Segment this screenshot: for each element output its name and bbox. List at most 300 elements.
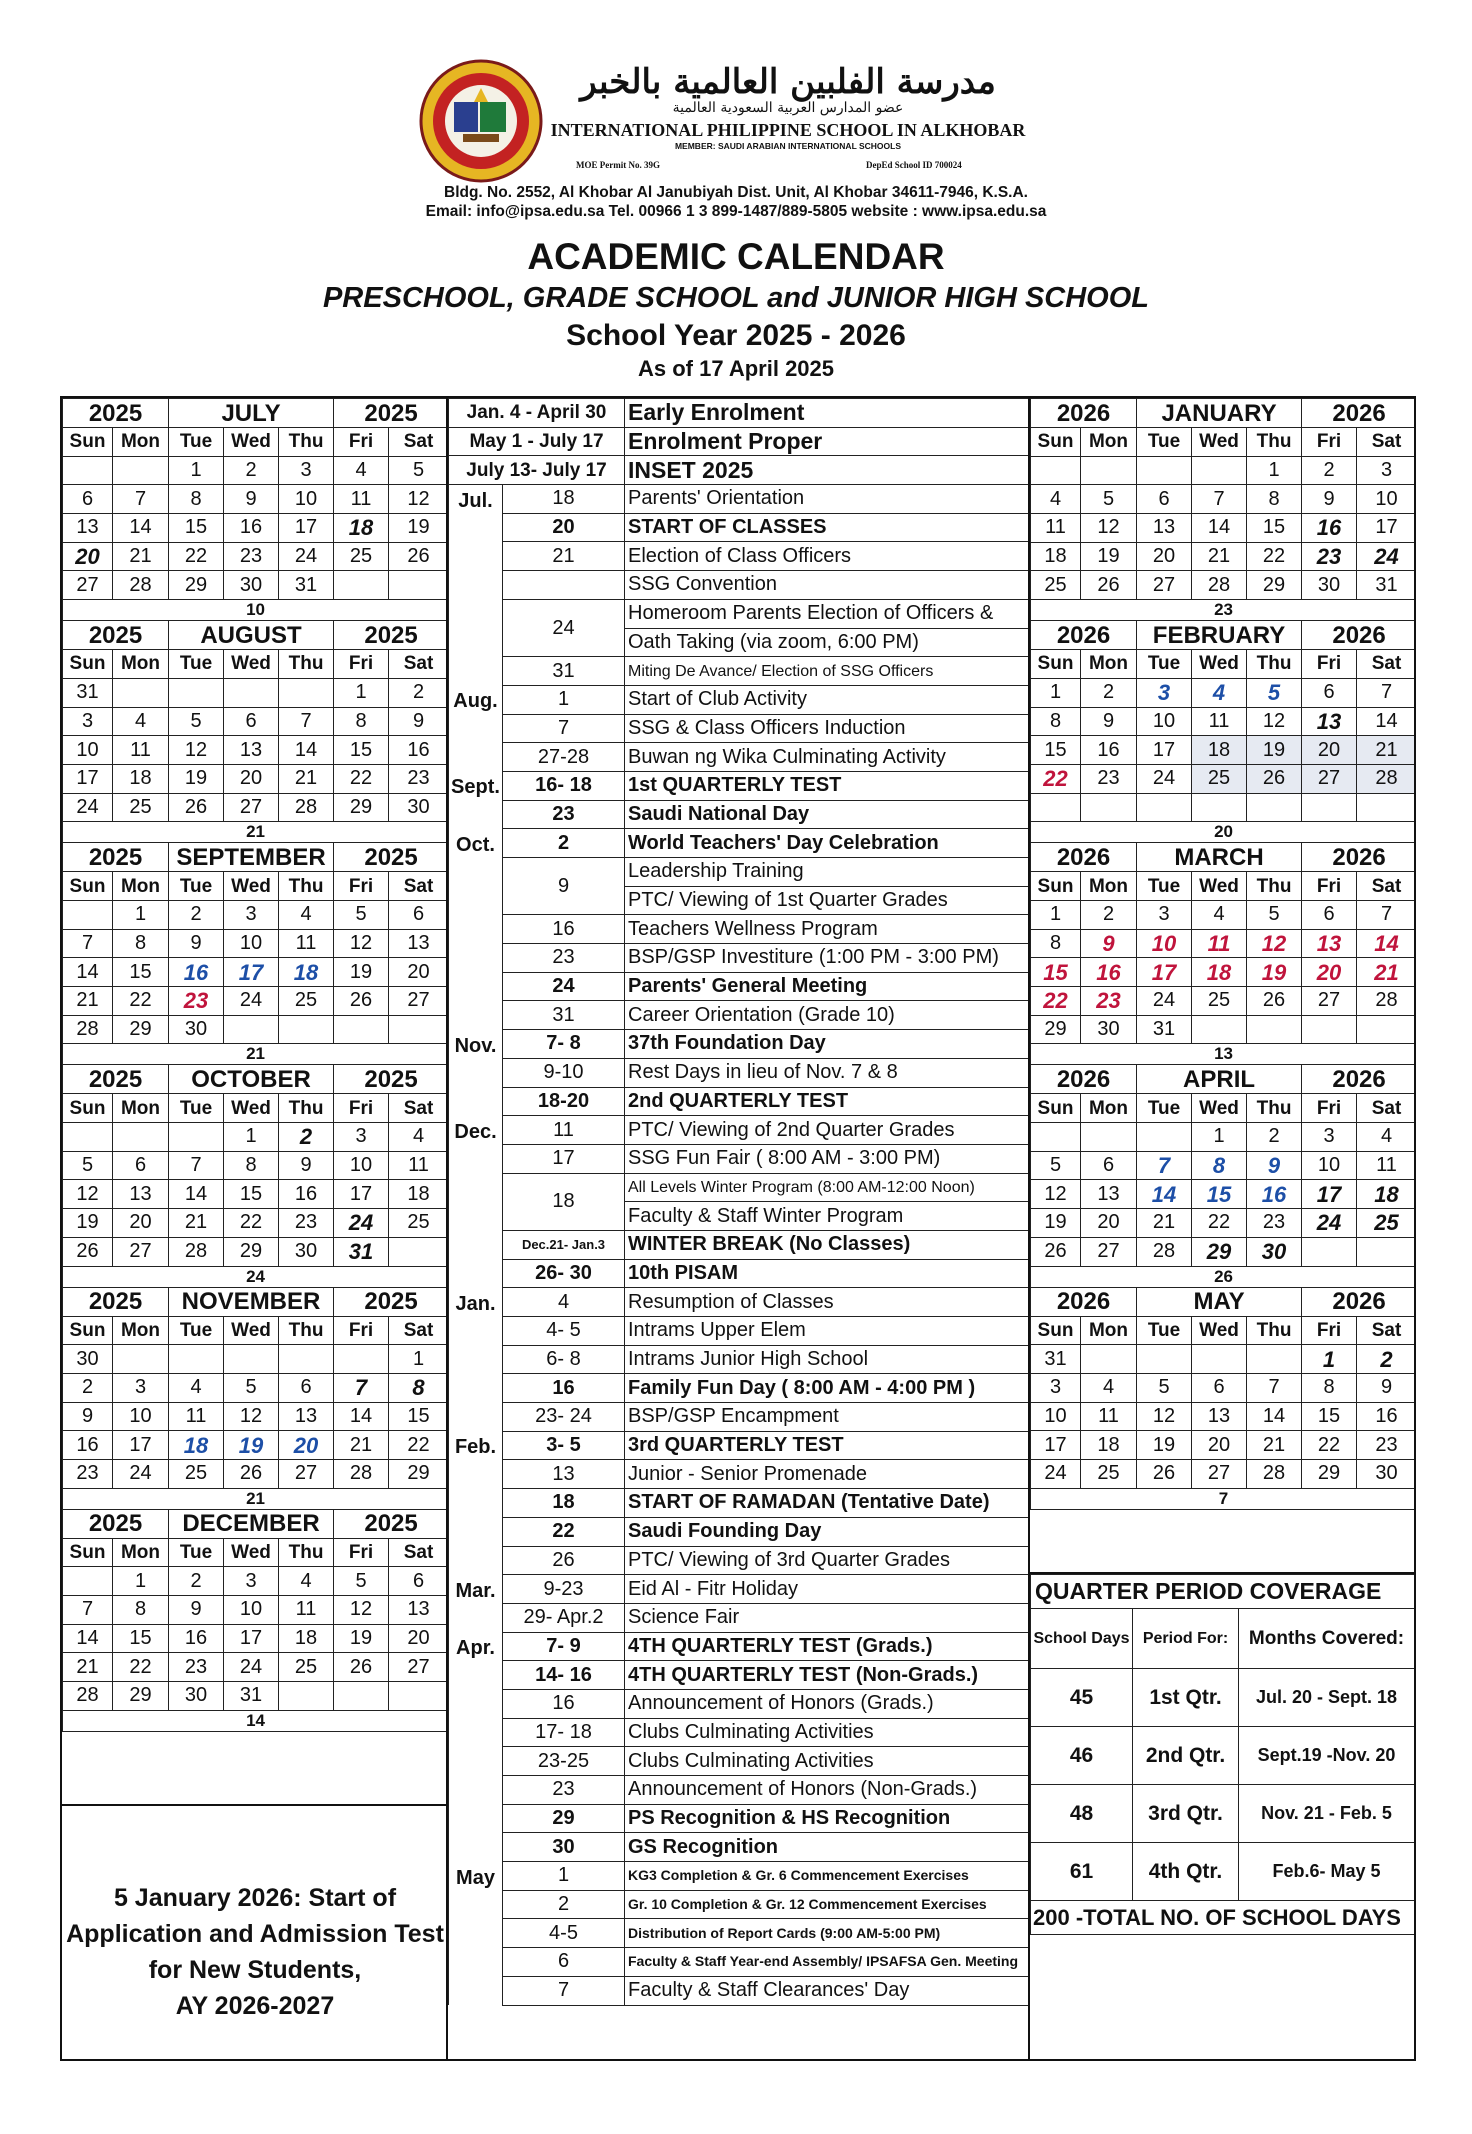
day-cell: 28: [63, 1015, 113, 1044]
day-cell: 7: [1137, 1151, 1192, 1180]
day-cell: [224, 1015, 279, 1044]
month-total: 23: [1031, 600, 1417, 621]
day-cell: 14: [1247, 1402, 1302, 1431]
event-name: Leadership Training: [625, 858, 1029, 887]
day-cell: [1081, 1345, 1137, 1374]
event-month: Jul.: [449, 485, 503, 686]
event-date: 6- 8: [503, 1345, 625, 1374]
event-date: 26: [503, 1546, 625, 1575]
weekday-label: Tue: [1137, 1094, 1192, 1123]
day-cell: 21: [63, 1653, 113, 1682]
week-row: [63, 1123, 449, 1152]
day-cell: 20: [389, 958, 448, 987]
weekday-label: Sun: [63, 872, 113, 901]
day-cell: 29: [169, 571, 224, 600]
day-cell: 29: [113, 1015, 169, 1044]
month-year: 2025: [334, 1287, 448, 1316]
event-row: [449, 1833, 1029, 1862]
day-cell: [334, 1345, 389, 1374]
weekday-label: Sun: [1031, 872, 1081, 901]
weekday-row: [63, 1316, 449, 1345]
event-name: BSP/GSP Encampment: [625, 1403, 1029, 1432]
month-header-october: [63, 1065, 449, 1094]
school-days-total: [63, 1044, 449, 1065]
event-date: 17- 18: [503, 1718, 625, 1747]
day-cell: [1192, 793, 1247, 822]
day-cell: 19: [1137, 1431, 1192, 1460]
col-period: Period For:: [1133, 1609, 1239, 1669]
day-cell: [63, 900, 113, 929]
month-year: 2026: [1302, 621, 1416, 650]
day-cell: 10: [63, 736, 113, 765]
event-row: [449, 1087, 1029, 1116]
day-cell: 4: [1192, 900, 1247, 929]
day-cell: 19: [63, 1209, 113, 1238]
day-cell: 28: [1247, 1459, 1302, 1488]
day-cell: 24: [1357, 542, 1416, 571]
week-row: [63, 1209, 449, 1238]
event-name: Teachers Wellness Program: [625, 915, 1029, 944]
day-cell: 31: [1137, 1015, 1192, 1044]
event-row: [449, 1230, 1029, 1259]
day-cell: 18: [279, 958, 334, 987]
quarter-heading: QUARTER PERIOD COVERAGE: [1031, 1575, 1415, 1609]
month-header-july: [63, 399, 449, 428]
day-cell: 25: [1192, 987, 1247, 1016]
weekday-label: Wed: [1192, 650, 1247, 679]
weekday-label: Thu: [1247, 872, 1302, 901]
day-cell: 4: [1192, 678, 1247, 707]
day-cell: 16: [1247, 1180, 1302, 1209]
week-row: [63, 764, 449, 793]
day-cell: 28: [334, 1459, 389, 1488]
day-cell: 5: [224, 1373, 279, 1402]
day-cell: 9: [1081, 929, 1137, 958]
day-cell: [169, 1345, 224, 1374]
event-row: [449, 1345, 1029, 1374]
week-row: [63, 1567, 449, 1596]
day-cell: 27: [1302, 764, 1357, 793]
event-row: [449, 1603, 1029, 1632]
day-cell: [224, 678, 279, 707]
left_months-table: [62, 398, 448, 1732]
day-cell: 8: [113, 929, 169, 958]
day-cell: 25: [1081, 1459, 1137, 1488]
weekday-label: Thu: [279, 1094, 334, 1123]
day-cell: 8: [334, 707, 389, 736]
day-cell: 12: [334, 929, 389, 958]
event-row: [449, 1919, 1029, 1948]
day-cell: 14: [334, 1402, 389, 1431]
event-date: 7: [503, 1976, 625, 2005]
week-row: [63, 958, 449, 987]
school-days-total: [1031, 1488, 1417, 1509]
admission-note: [62, 1838, 448, 2064]
month-year: 2026: [1031, 843, 1137, 872]
day-cell: 4: [1081, 1373, 1137, 1402]
event-name: Science Fair: [625, 1603, 1029, 1632]
event-date: 29: [503, 1804, 625, 1833]
day-cell: 30: [1302, 571, 1357, 600]
day-cell: 18: [1031, 542, 1081, 571]
month-year: 2025: [63, 1065, 169, 1094]
day-cell: 26: [63, 1237, 113, 1266]
event-date: 4: [503, 1288, 625, 1317]
day-cell: 22: [1302, 1431, 1357, 1460]
day-cell: [1081, 793, 1137, 822]
day-cell: 7: [113, 485, 169, 514]
school-name-arabic: مدرسة الفلبين العالمية بالخبر: [580, 62, 996, 102]
event-date: July 13- July 17: [449, 456, 625, 485]
week-row: [63, 1431, 449, 1460]
weekday-row: [63, 650, 449, 679]
day-cell: 6: [1081, 1151, 1137, 1180]
weekday-label: Sat: [1357, 1316, 1416, 1345]
day-cell: 9: [1081, 707, 1137, 736]
day-cell: 10: [1031, 1402, 1081, 1431]
day-cell: 21: [113, 542, 169, 571]
event-name: Enrolment Proper: [625, 427, 1029, 456]
day-cell: 20: [1302, 958, 1357, 987]
day-cell: 2: [279, 1123, 334, 1152]
event-date: 13: [503, 1460, 625, 1489]
month-year: 2025: [334, 399, 448, 428]
week-row: [1031, 736, 1417, 765]
event-row: [449, 1575, 1029, 1604]
day-cell: 10: [224, 929, 279, 958]
day-cell: [1247, 1015, 1302, 1044]
event-row: [449, 1632, 1029, 1661]
day-cell: 1: [1192, 1123, 1247, 1152]
day-cell: 16: [169, 958, 224, 987]
day-cell: 17: [1137, 958, 1192, 987]
event-date: 4- 5: [503, 1317, 625, 1346]
day-cell: [63, 1567, 113, 1596]
weekday-label: Fri: [334, 1316, 389, 1345]
event-row: [449, 1718, 1029, 1747]
week-row: [1031, 987, 1417, 1016]
event-name: PTC/ Viewing of 2nd Quarter Grades: [625, 1116, 1029, 1145]
event-row: [449, 1403, 1029, 1432]
day-cell: 26: [224, 1459, 279, 1488]
month-total: 21: [63, 1488, 449, 1509]
day-cell: 27: [1302, 987, 1357, 1016]
event-date: 6: [503, 1948, 625, 1977]
day-cell: [334, 1682, 389, 1711]
day-cell: 16: [279, 1180, 334, 1209]
weekday-label: Sat: [1357, 872, 1416, 901]
day-cell: 27: [1081, 1237, 1137, 1266]
week-row: [63, 1015, 449, 1044]
week-row: [1031, 1459, 1417, 1488]
day-cell: [113, 1345, 169, 1374]
event-date: 16- 18: [503, 771, 625, 800]
day-cell: 23: [1357, 1431, 1416, 1460]
day-cell: 27: [63, 571, 113, 600]
day-cell: 16: [1302, 514, 1357, 543]
day-cell: 16: [169, 1624, 224, 1653]
membership: MEMBER: SAUDI ARABIAN INTERNATIONAL SCHOOLS: [674, 141, 902, 151]
weekday-label: Wed: [1192, 872, 1247, 901]
event-row: [449, 972, 1029, 1001]
weekday-label: Thu: [279, 428, 334, 457]
day-cell: 18: [1081, 1431, 1137, 1460]
week-row: [63, 1373, 449, 1402]
weekday-row: [1031, 872, 1417, 901]
day-cell: [1081, 1123, 1137, 1152]
day-cell: 31: [63, 678, 113, 707]
day-cell: [1081, 456, 1137, 485]
day-cell: 10: [1302, 1151, 1357, 1180]
event-row: [449, 1689, 1029, 1718]
month-total: 21: [63, 822, 449, 843]
day-cell: 3: [1357, 456, 1416, 485]
day-cell: [1137, 1345, 1192, 1374]
day-cell: 8: [113, 1596, 169, 1625]
week-row: [63, 1682, 449, 1711]
day-cell: 28: [1357, 764, 1416, 793]
day-cell: 30: [224, 571, 279, 600]
quarter-period: 3rd Qtr.: [1133, 1785, 1239, 1843]
note-line-4: AY 2026-2027: [175, 1992, 335, 2020]
day-cell: 29: [1247, 571, 1302, 600]
day-cell: [1137, 1123, 1192, 1152]
week-row: [1031, 1373, 1417, 1402]
day-cell: [1247, 793, 1302, 822]
day-cell: 6: [279, 1373, 334, 1402]
member-arabic: عضو المدارس العربية السعودية العالمية: [672, 100, 904, 116]
address: Bldg. No. 2552, Al Khobar Al Janubiyah Dist. Unit, Al Khobar 34611-7946, K.S.A.: [444, 184, 1028, 201]
day-cell: 23: [389, 764, 448, 793]
day-cell: 25: [334, 542, 389, 571]
day-cell: [334, 571, 389, 600]
weekday-label: Fri: [334, 1094, 389, 1123]
day-cell: 6: [63, 485, 113, 514]
day-cell: 4: [389, 1123, 448, 1152]
event-name: START OF CLASSES: [625, 513, 1029, 542]
day-cell: 7: [1192, 485, 1247, 514]
day-cell: 1: [1247, 456, 1302, 485]
day-cell: 3: [1031, 1373, 1081, 1402]
event-name: 3rd QUARTERLY TEST: [625, 1431, 1029, 1460]
week-row: [1031, 900, 1417, 929]
day-cell: [1192, 456, 1247, 485]
month-name: SEPTEMBER: [169, 843, 334, 872]
day-cell: 22: [1031, 987, 1081, 1016]
weekday-label: Thu: [279, 650, 334, 679]
quarter-row: [1031, 1669, 1415, 1727]
month-year: 2025: [334, 1509, 448, 1538]
event-row: [449, 1661, 1029, 1690]
event-date: 3- 5: [503, 1431, 625, 1460]
day-cell: 31: [279, 571, 334, 600]
day-cell: 16: [389, 736, 448, 765]
day-cell: 8: [1247, 485, 1302, 514]
day-cell: 18: [279, 1624, 334, 1653]
weekday-label: Tue: [169, 872, 224, 901]
quarter-row: [1031, 1785, 1415, 1843]
event-date: 11: [503, 1116, 625, 1145]
day-cell: 19: [224, 1431, 279, 1460]
day-cell: 17: [279, 514, 334, 543]
weekday-row: [63, 1538, 449, 1567]
day-cell: 19: [1081, 542, 1137, 571]
month-year: 2026: [1031, 1065, 1137, 1094]
day-cell: 17: [1137, 736, 1192, 765]
day-cell: 30: [1247, 1237, 1302, 1266]
month-header-september: [63, 843, 449, 872]
event-row: [449, 1460, 1029, 1489]
day-cell: 21: [279, 764, 334, 793]
day-cell: 30: [169, 1682, 224, 1711]
day-cell: 17: [334, 1180, 389, 1209]
event-name: Clubs Culminating Activities: [625, 1718, 1029, 1747]
day-cell: 15: [169, 514, 224, 543]
day-cell: 9: [1357, 1373, 1416, 1402]
day-cell: 22: [224, 1209, 279, 1238]
day-cell: 30: [169, 1015, 224, 1044]
day-cell: 31: [334, 1237, 389, 1266]
quarter-months: Feb.6- May 5: [1239, 1843, 1415, 1901]
month-header-february: [1031, 621, 1417, 650]
event-row: [449, 1058, 1029, 1087]
day-cell: 13: [113, 1180, 169, 1209]
day-cell: [63, 456, 113, 485]
day-cell: 10: [113, 1402, 169, 1431]
day-cell: 16: [1357, 1402, 1416, 1431]
day-cell: 21: [1357, 958, 1416, 987]
quarter-period: 4th Qtr.: [1133, 1843, 1239, 1901]
event-row: [449, 800, 1029, 829]
day-cell: 13: [63, 514, 113, 543]
day-cell: 20: [389, 1624, 448, 1653]
quarter-total-row: [1031, 1901, 1415, 1935]
day-cell: 26: [1247, 987, 1302, 1016]
event-row: [449, 1431, 1029, 1460]
day-cell: 13: [389, 1596, 448, 1625]
month-total: 7: [1031, 1488, 1417, 1509]
day-cell: 4: [1031, 485, 1081, 514]
day-cell: 1: [113, 900, 169, 929]
event-name: GS Recognition: [625, 1833, 1029, 1862]
event-name: PTC/ Viewing of 3rd Quarter Grades: [625, 1546, 1029, 1575]
weekday-label: Thu: [1247, 1316, 1302, 1345]
weekday-label: Fri: [334, 428, 389, 457]
day-cell: [169, 1123, 224, 1152]
day-cell: 15: [1031, 958, 1081, 987]
day-cell: 29: [1031, 1015, 1081, 1044]
day-cell: 4: [334, 456, 389, 485]
day-cell: 23: [169, 1653, 224, 1682]
day-cell: 10: [334, 1151, 389, 1180]
day-cell: 8: [224, 1151, 279, 1180]
day-cell: 30: [389, 793, 448, 822]
events-table: [448, 398, 1029, 2006]
day-cell: 17: [1302, 1180, 1357, 1209]
event-name: Announcement of Honors (Grads.): [625, 1689, 1029, 1718]
day-cell: 21: [1357, 736, 1416, 765]
event-name: Intrams Junior High School: [625, 1345, 1029, 1374]
weekday-label: Fri: [1302, 428, 1357, 457]
event-date: 9-23: [503, 1575, 625, 1604]
month-year: 2025: [63, 621, 169, 650]
school-days-total: [63, 822, 449, 843]
day-cell: 17: [63, 764, 113, 793]
event-name: START OF RAMADAN (Tentative Date): [625, 1489, 1029, 1518]
day-cell: 2: [1302, 456, 1357, 485]
day-cell: 29: [113, 1682, 169, 1711]
week-row: [1031, 1180, 1417, 1209]
day-cell: 15: [224, 1180, 279, 1209]
event-name: Distribution of Report Cards (9:00 AM-5:00 PM): [625, 1919, 1029, 1948]
day-cell: [1192, 1015, 1247, 1044]
day-cell: 7: [1247, 1373, 1302, 1402]
event-date: [503, 571, 625, 600]
day-cell: 17: [224, 958, 279, 987]
event-date: 16: [503, 1374, 625, 1403]
weekday-label: Mon: [1081, 1094, 1137, 1123]
day-cell: 28: [1137, 1237, 1192, 1266]
day-cell: 17: [1031, 1431, 1081, 1460]
day-cell: [389, 1237, 448, 1266]
event-month: Feb.: [449, 1431, 503, 1574]
event-date: 23-25: [503, 1747, 625, 1776]
day-cell: 6: [113, 1151, 169, 1180]
week-row: [63, 1345, 449, 1374]
day-cell: [1357, 1237, 1416, 1266]
day-cell: 13: [389, 929, 448, 958]
month-year: 2025: [63, 1287, 169, 1316]
day-cell: [389, 1682, 448, 1711]
event-date: 18: [503, 1489, 625, 1518]
month-year: 2025: [334, 1065, 448, 1094]
day-cell: 2: [1081, 900, 1137, 929]
weekday-label: Wed: [224, 1094, 279, 1123]
weekday-label: Wed: [224, 1316, 279, 1345]
week-row: [63, 1151, 449, 1180]
month-year: 2026: [1302, 1065, 1416, 1094]
event-date: 16: [503, 915, 625, 944]
event-name: KG3 Completion & Gr. 6 Commencement Exercises: [625, 1862, 1029, 1891]
quarter-coverage: [1028, 1572, 1416, 2061]
event-date: 18: [503, 485, 625, 514]
event-date: 7- 9: [503, 1632, 625, 1661]
event-row: [449, 1517, 1029, 1546]
school-days-total: [63, 1488, 449, 1509]
week-row: [63, 678, 449, 707]
event-name: SSG & Class Officers Induction: [625, 714, 1029, 743]
event-name: Intrams Upper Elem: [625, 1317, 1029, 1346]
event-row: [449, 1976, 1029, 2005]
week-row: [1031, 1123, 1417, 1152]
month-year: 2026: [1302, 843, 1416, 872]
month-name: AUGUST: [169, 621, 334, 650]
month-year: 2026: [1302, 1287, 1416, 1316]
day-cell: 25: [279, 1653, 334, 1682]
day-cell: 20: [1137, 542, 1192, 571]
day-cell: 22: [1192, 1209, 1247, 1238]
weekday-label: Tue: [169, 428, 224, 457]
day-cell: 25: [169, 1459, 224, 1488]
day-cell: 14: [63, 1624, 113, 1653]
month-header-march: [1031, 843, 1417, 872]
event-name: Junior - Senior Promenade: [625, 1460, 1029, 1489]
event-date: Dec.21- Jan.3: [503, 1230, 625, 1259]
day-cell: 26: [169, 793, 224, 822]
day-cell: [1302, 1237, 1357, 1266]
day-cell: 6: [1137, 485, 1192, 514]
week-row: [63, 514, 449, 543]
